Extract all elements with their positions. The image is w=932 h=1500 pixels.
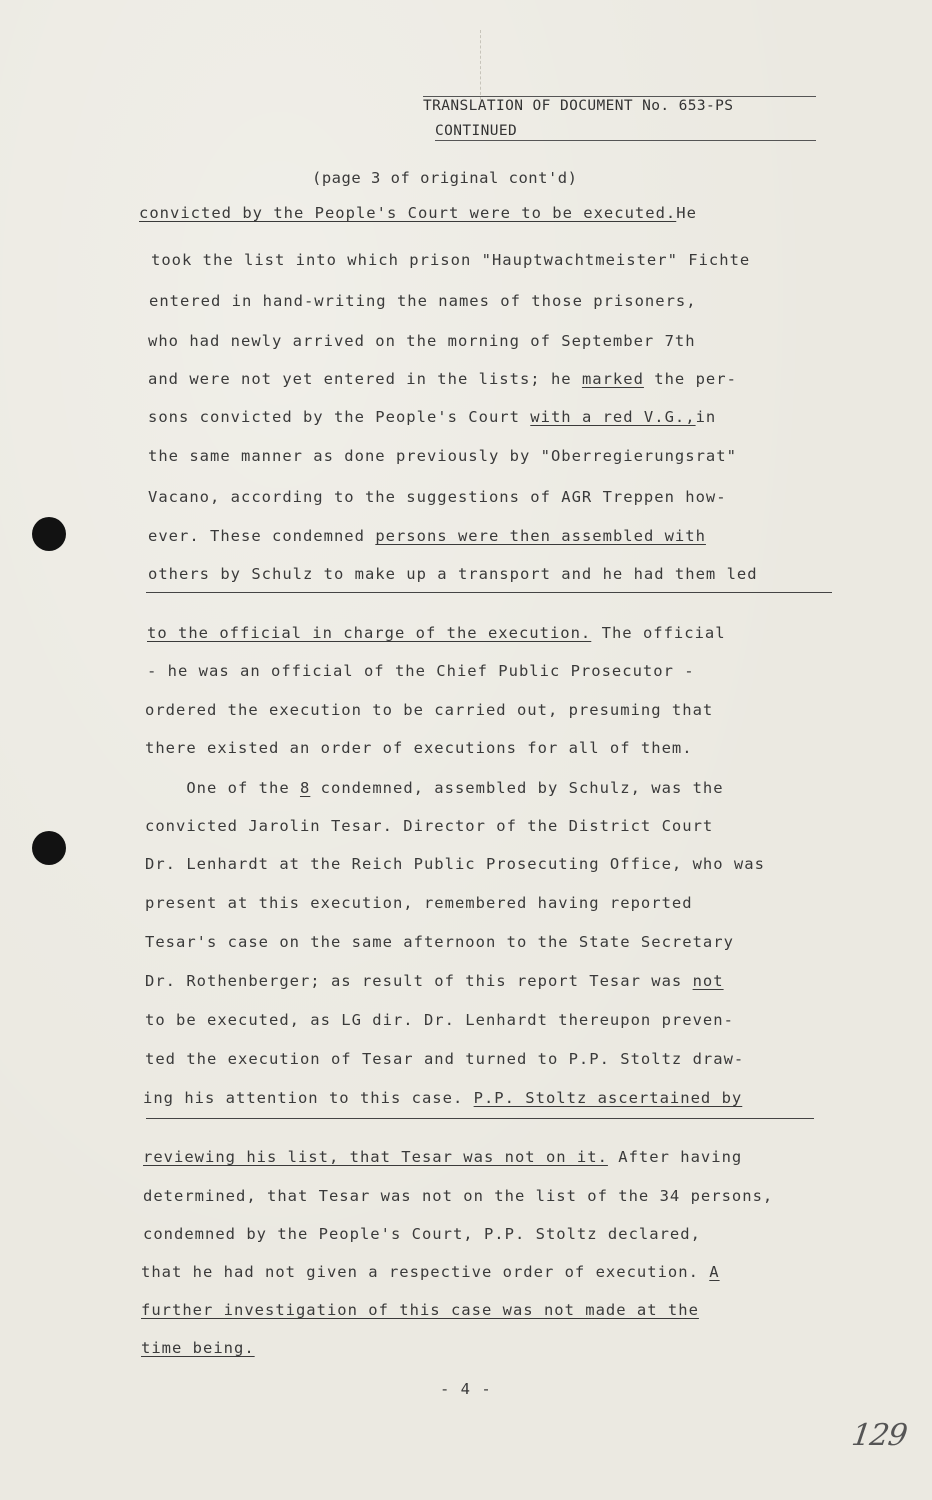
handwritten-page-number: 129 [849, 1418, 909, 1453]
text-line [145, 971, 724, 991]
line-text: others by Schulz to make up a transport and he had them led [148, 565, 758, 583]
page-subheading: (page 3 of original cont'd) [312, 169, 578, 187]
text-line [148, 407, 716, 427]
text-line [145, 700, 713, 720]
text-line [145, 932, 734, 952]
line-text: Vacano, according to the suggestions of AGR Treppen how- [148, 488, 727, 506]
punch-hole-bottom [32, 831, 66, 865]
separator-rule-2 [146, 1118, 814, 1119]
line-text: Tesar's case on the same afternoon to the State Secretary [145, 933, 734, 951]
separator-rule-1 [146, 592, 832, 593]
text-line [141, 1300, 699, 1320]
text-line [145, 738, 693, 758]
text-line [149, 291, 697, 311]
underlined-text: convicted by the People's Court were to be executed. [139, 204, 677, 222]
text-line [145, 1049, 744, 1069]
text-line [148, 487, 727, 507]
line-text: there existed an order of executions for all of them. [145, 739, 693, 757]
text-line [145, 778, 724, 798]
line-text: ordered the execution to be carried out, presuming that [145, 701, 714, 719]
line-text: the per- [643, 370, 737, 388]
underlined-text: P.P. Stoltz ascertained by [473, 1089, 743, 1107]
header-continued: CONTINUED [435, 123, 816, 141]
line-text: entered in hand-writing the names of those prisoners, [149, 292, 697, 310]
header-title: TRANSLATION OF DOCUMENT No. 653-PS [423, 96, 816, 114]
fold-mark [480, 30, 482, 100]
punch-hole-top [32, 517, 66, 551]
line-text: who had newly arrived on the morning of September 7th [148, 332, 696, 350]
line-text: sons convicted by the People's Court [148, 408, 531, 426]
line-text: Dr. Lenhardt at the Reich Public Prosecuting Office, who was [145, 855, 765, 873]
line-text: to be executed, as LG dir. Dr. Lenhardt thereupon preven- [145, 1011, 734, 1029]
text-line [143, 1186, 773, 1206]
underlined-text: time being. [141, 1339, 255, 1357]
text-line [145, 854, 765, 874]
line-text: ted the execution of Tesar and turned to P.P. Stoltz draw- [145, 1050, 745, 1068]
text-line [143, 1147, 742, 1167]
underlined-text: further investigation of this case was not made at the [141, 1301, 699, 1319]
line-text: ever. These condemned [148, 527, 376, 545]
text-line [148, 446, 737, 466]
line-text: that he had not given a respective order of execution. [141, 1263, 710, 1281]
text-line [145, 816, 713, 836]
text-line [148, 369, 737, 389]
text-line [148, 526, 706, 546]
text-line [148, 564, 758, 584]
underlined-text: marked [581, 370, 644, 388]
line-text: and were not yet entered in the lists; he [148, 370, 582, 388]
text-line [141, 1338, 255, 1358]
text-line [145, 893, 693, 913]
underlined-text: with a red V.G., [530, 408, 696, 426]
text-line [148, 331, 696, 351]
line-text: One of the [145, 779, 300, 797]
line-text: condemned, assembled by Schulz, was the [310, 779, 724, 797]
line-text: the same manner as done previously by "Oberregierungsrat" [148, 447, 737, 465]
line-text: ing his attention to this case. [143, 1089, 474, 1107]
text-line [147, 623, 726, 643]
line-text: condemned by the People's Court, P.P. Stoltz declared, [143, 1225, 701, 1243]
underlined-text: reviewing his list, that Tesar was not on it. [143, 1148, 608, 1166]
text-line [145, 1010, 734, 1030]
underlined-text: to the official in charge of the execution. [147, 624, 592, 642]
underlined-text: A [709, 1263, 720, 1281]
line-text: present at this execution, remembered having reported [145, 894, 693, 912]
text-line [147, 661, 695, 681]
line-text: in [695, 408, 717, 426]
line-text: He [676, 204, 697, 222]
text-line [139, 203, 697, 223]
text-line [151, 250, 750, 270]
line-text: convicted Jarolin Tesar. Director of the District Court [145, 817, 714, 835]
underlined-text: persons were then assembled with [375, 527, 706, 545]
line-text: - he was an official of the Chief Public Prosecutor - [147, 662, 695, 680]
line-text: determined, that Tesar was not on the list of the 34 persons, [143, 1187, 774, 1205]
document-header [423, 96, 816, 141]
underlined-text: not [692, 972, 724, 990]
line-text: The official [591, 624, 726, 642]
underlined-text: 8 [299, 779, 311, 797]
text-line [143, 1224, 701, 1244]
text-line [143, 1088, 742, 1108]
line-text: Dr. Rothenberger; as result of this report Tesar was [145, 972, 693, 990]
line-text: took the list into which prison "Hauptwachtmeister" Fichte [151, 251, 751, 269]
line-text: After having [607, 1148, 743, 1166]
page-footer: - 4 - [440, 1380, 492, 1398]
text-line [141, 1262, 720, 1282]
